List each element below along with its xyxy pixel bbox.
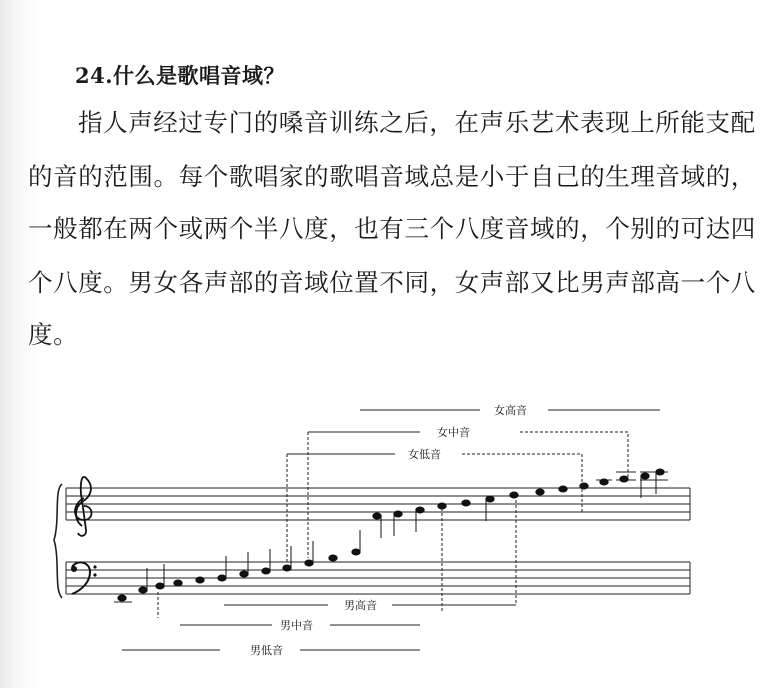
note [305,560,313,566]
label-male-low: 男低音 [250,644,283,657]
note [600,479,608,485]
note [559,486,567,492]
paragraph-line-2: 的音的范围。每个歌唱家的歌唱音域总是小于自己的生理音域的， [28,162,756,191]
bass-notes [118,530,360,601]
note [196,577,204,583]
question-heading: 24.什么是歌唱音域？ [75,63,286,88]
treble-clef-icon [75,477,92,536]
male-range-brackets [122,500,516,650]
note [486,496,494,502]
label-female-low: 女低音 [408,448,441,461]
paragraph-line-1: 指人声经过专门的嗓音训练之后，在声乐艺术表现上所能支配 [78,108,756,137]
note [536,489,544,495]
note [156,583,164,589]
note [510,492,518,498]
note [218,575,226,581]
note [329,555,337,561]
note [580,483,588,489]
note [240,571,248,577]
note [416,507,424,513]
note [620,476,628,482]
note [394,511,402,517]
female-range-brackets [287,410,660,564]
note [283,565,291,571]
note [641,473,649,479]
label-male-mid: 男中音 [280,619,313,632]
note [174,580,182,586]
note [262,568,270,574]
note [462,500,470,506]
label-female-high: 女高音 [494,404,527,417]
note [118,595,126,601]
paragraph-line-3: 一般都在两个或两个半八度，也有三个八度音域的，个别的可达四 [28,214,756,243]
note [373,513,381,519]
label-female-mid: 女中音 [437,426,470,439]
note [656,469,664,475]
brace-icon [54,484,62,598]
paragraph-line-4: 个八度。男女各声部的音域位置不同，女声部又比男声部高一个八 [28,268,756,297]
note [139,587,147,593]
label-male-high: 男高音 [344,599,377,612]
note [352,549,360,555]
paragraph-line-5: 度。 [28,320,79,349]
